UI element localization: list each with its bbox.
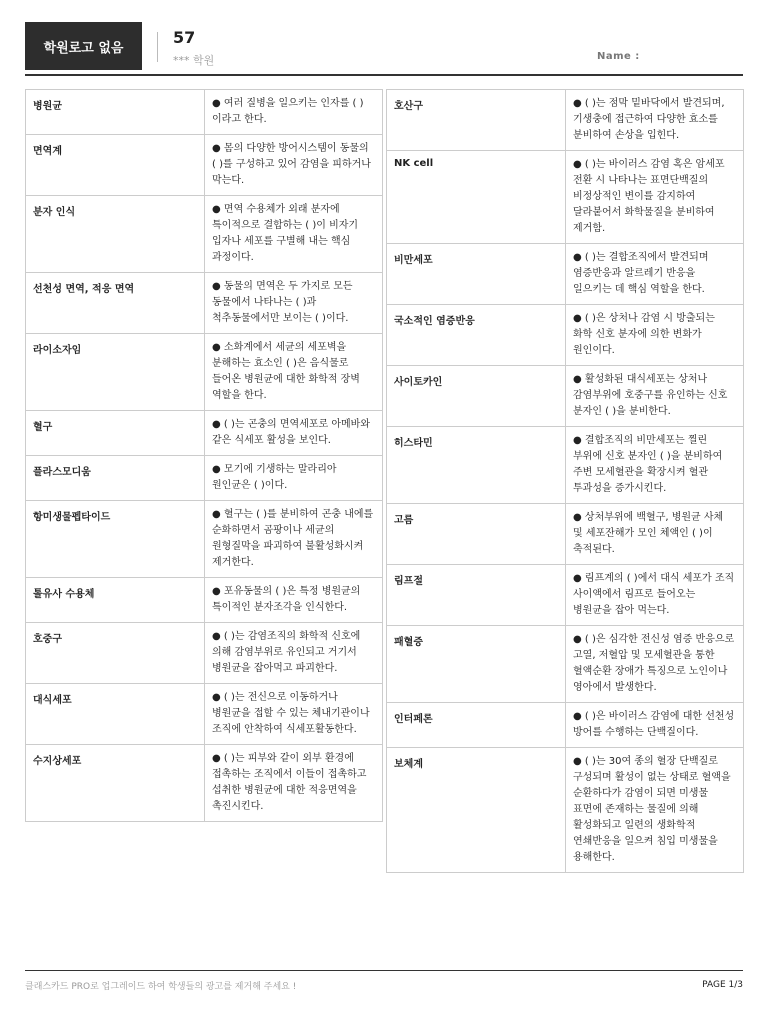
table-row [386, 427, 744, 504]
table-row [386, 565, 744, 626]
term: 고름 [387, 504, 566, 564]
definition: ● 몸의 다양한 방어시스템이 동물의 ( )를 구성하고 있어 감염을 피하거나 막는다. [212, 143, 371, 186]
definition: ● 동물의 면역은 두 가지로 모든 동물에서 나타나는 ( )과 척추동물에서만 보이는 ( )이다. [212, 281, 353, 324]
header-divider [157, 32, 158, 62]
definition: ● 모기에 기생하는 말라리아 원인균은 ( )이다. [212, 464, 337, 491]
term: 면역계 [26, 135, 205, 195]
academy-logo-placeholder: 학원로고 없음 [25, 22, 142, 70]
table-row [25, 745, 383, 822]
name-label: Name : [597, 51, 640, 62]
definition: ● 활성화된 대식세포는 상처나 감염부위에 호중구를 유인하는 신호 분자인 ( )을 분비한다. [573, 374, 728, 417]
academy-name: *** 학원 [173, 54, 215, 67]
term: 호중구 [26, 623, 205, 683]
term: 보체계 [387, 748, 566, 872]
page-number: 57 [173, 28, 196, 47]
table-row [25, 196, 383, 273]
table-row [25, 501, 383, 578]
definition: ● ( )는 감염조직의 화학적 신호에 의해 감염부위로 유인되고 거기서 병원균을 잡아먹고 파괴한다. [212, 631, 361, 674]
table-row [25, 273, 383, 334]
term: 라이소자임 [26, 334, 205, 410]
table-row [25, 334, 383, 411]
term: 호산구 [387, 90, 566, 150]
table-row [25, 623, 383, 684]
table-row [386, 504, 744, 565]
table-row [386, 151, 744, 244]
term: 비만세포 [387, 244, 566, 304]
definition: ● 소화계에서 세균의 세포벽을 분해하는 효소인 ( )은 음식물로 들어온 병원균에 대한 화학적 장벽 역할을 한다. [212, 342, 360, 401]
table-row [25, 90, 383, 135]
table-row [25, 684, 383, 745]
definition: ● ( )은 바이러스 감염에 대한 선천성 방어를 수행하는 단백질이다. [573, 711, 735, 738]
table-row [386, 366, 744, 427]
left-column [25, 89, 383, 822]
table-row [25, 411, 383, 456]
term: 분자 인식 [26, 196, 205, 272]
definition: ● 림프계의 ( )에서 대식 세포가 조직 사이액에서 림프로 들어오는 병원균을 잡아 먹는다. [573, 573, 735, 616]
term: 혈구 [26, 411, 205, 455]
term: 대식세포 [26, 684, 205, 744]
term: 병원균 [26, 90, 205, 134]
term: NK cell [387, 151, 566, 243]
term: 선천성 면역, 적응 면역 [26, 273, 205, 333]
term: 히스타민 [387, 427, 566, 503]
term: 플라스모디움 [26, 456, 205, 500]
term: 국소적인 염증반응 [387, 305, 566, 365]
right-column [386, 89, 744, 873]
table-row [25, 578, 383, 623]
page-indicator: PAGE 1/3 [702, 980, 743, 990]
table-row [386, 626, 744, 703]
definition: ● ( )는 피부와 같이 외부 환경에 접촉하는 조직에서 이들이 접촉하고 섭취한 병원균에 대한 적응면역을 촉진시킨다. [212, 753, 367, 812]
header-rule [25, 74, 743, 76]
term: 패혈증 [387, 626, 566, 702]
table-row [386, 90, 744, 151]
definition: ● 상처부위에 백혈구, 병원균 사체 및 세포잔해가 모인 체액인 ( )이 축적된다. [573, 512, 724, 555]
footer-rule [25, 970, 743, 971]
term: 수지상세포 [26, 745, 205, 821]
term: 인터페론 [387, 703, 566, 747]
upgrade-notice: 클래스카드 PRO로 업그레이드 하여 학생들의 광고를 제거해 주세요 ! [25, 982, 297, 992]
definition: ● ( )은 심각한 전신성 염증 반응으로 고열, 저혈압 및 모세혈관을 통한 혈액순환 장애가 특징으로 노인이나 영아에서 발생한다. [573, 634, 735, 693]
definition: ● 혈구는 ( )를 분비하여 곤충 내에를 순화하면서 곰팡이나 세균의 원형질막을 파괴하여 불활성화시켜 제거한다. [212, 509, 374, 568]
definition: ● 여러 질병을 일으키는 인자를 ( )이라고 한다. [212, 98, 364, 125]
term: 톨유사 수용체 [26, 578, 205, 622]
definition: ● ( )는 곤충의 면역세포로 아메바와 같은 식세포 활성을 보인다. [212, 419, 371, 446]
table-row [386, 748, 744, 873]
definition: ● ( )은 상처나 감염 시 방출되는 화학 신호 분자에 의한 변화가 원인이다. [573, 313, 715, 356]
table-row [386, 244, 744, 305]
table-row [25, 135, 383, 196]
table-row [25, 456, 383, 501]
term: 항미생물펩타이드 [26, 501, 205, 577]
definition: ● 포유동물의 ( )은 특정 병원균의 특이적인 분자조각을 인식한다. [212, 586, 361, 613]
definition: ● ( )는 전신으로 이동하거나 병원균을 접할 수 있는 체내기관이나 조직에 안착하여 식세포활동한다. [212, 692, 370, 735]
definition: ● ( )는 30여 종의 혈장 단백질로 구성되며 활성이 없는 상태로 혈액을 순환하다가 감염이 되면 미생물 표면에 존재하는 물질에 의해 활성화되고 일련의 생화학적 연쇄반응을 일으켜 침입 미생물을 용해한다. [573, 756, 731, 863]
term: 사이토카인 [387, 366, 566, 426]
term: 림프절 [387, 565, 566, 625]
definition: ● 면역 수용체가 외래 분자에 특이적으로 결합하는 ( )이 비자기 입자나 세포를 구별해 내는 핵심 과정이다. [212, 204, 359, 263]
definition: ● ( )는 바이러스 감염 혹은 암세포 전환 시 나타나는 표면단백질의 비정상적인 변이를 감지하여 달라붙어서 화학물질을 분비하여 제거함. [573, 159, 725, 234]
table-row [386, 305, 744, 366]
definition: ● 결합조직의 비만세포는 찔린 부위에 신호 분자인 ( )을 분비하여 주변 모세혈관을 확장시켜 혈관 투과성을 증가시킨다. [573, 435, 723, 494]
definition: ● ( )는 점막 밑바닥에서 발견되며, 기생충에 접근하여 다양한 효소를 분비하여 손상을 입힌다. [573, 98, 725, 141]
definition: ● ( )는 결합조직에서 발견되며 염증반응과 알르레기 반응을 일으키는 데 핵심 역할을 한다. [573, 252, 709, 295]
table-row [386, 703, 744, 748]
page-header [25, 22, 743, 76]
